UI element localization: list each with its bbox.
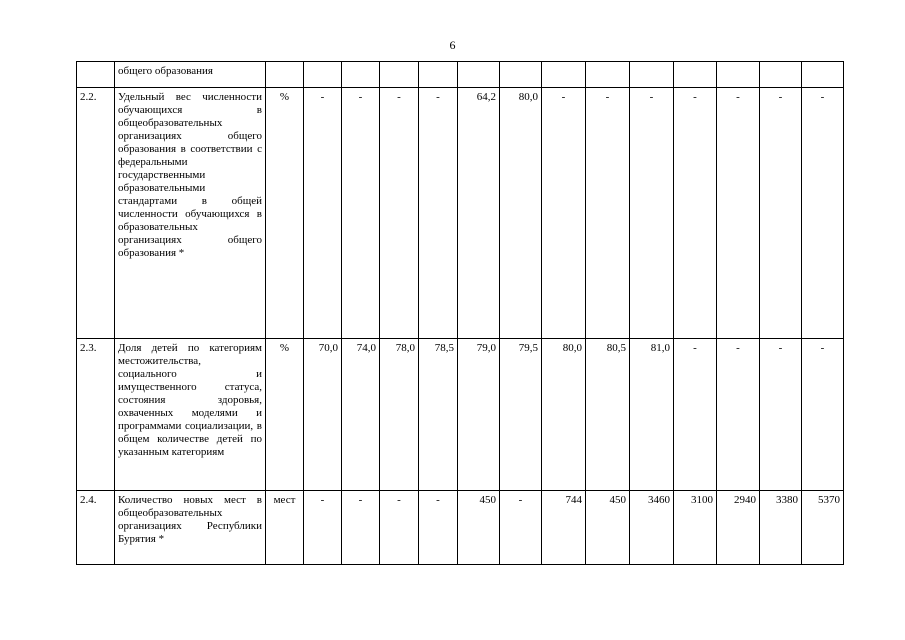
- value-cell: -: [500, 491, 542, 565]
- value-cell: 79,0: [458, 339, 500, 491]
- value-cell: -: [717, 88, 760, 339]
- value-cell: [500, 62, 542, 88]
- value-cell: 74,0: [342, 339, 380, 491]
- indicator-name-cell: Доля детей по категориям местожительства, социального и имущественного статуса, состояния здоровья, охваченных моделями и программами социализации, в общем количестве детей по указанным категориям: [115, 339, 266, 491]
- indicator-name-cell: общего образования: [115, 62, 266, 88]
- value-cell: -: [380, 491, 419, 565]
- value-cell: -: [717, 339, 760, 491]
- value-cell: [586, 62, 630, 88]
- value-cell: -: [802, 339, 844, 491]
- table-row: [77, 62, 844, 88]
- indicator-name-cell: Количество новых мест в общеобразовательных организациях Республики Бурятия *: [115, 491, 266, 565]
- table-row: [77, 491, 844, 565]
- value-cell: 79,5: [500, 339, 542, 491]
- unit-cell: мест: [266, 491, 304, 565]
- value-cell: -: [760, 88, 802, 339]
- value-cell: -: [586, 88, 630, 339]
- value-cell: 80,0: [542, 339, 586, 491]
- value-cell: 80,5: [586, 339, 630, 491]
- value-cell: -: [419, 491, 458, 565]
- value-cell: 744: [542, 491, 586, 565]
- value-cell: -: [674, 88, 717, 339]
- value-cell: [674, 62, 717, 88]
- value-cell: [630, 62, 674, 88]
- table-row: [77, 88, 844, 339]
- value-cell: -: [802, 88, 844, 339]
- row-number-cell: 2.2.: [77, 88, 115, 339]
- value-cell: -: [342, 491, 380, 565]
- value-cell: -: [304, 88, 342, 339]
- value-cell: 80,0: [500, 88, 542, 339]
- value-cell: 81,0: [630, 339, 674, 491]
- table-row: [77, 339, 844, 491]
- value-cell: [760, 62, 802, 88]
- value-cell: -: [304, 491, 342, 565]
- row-number-cell: 2.3.: [77, 339, 115, 491]
- page-number: 6: [449, 38, 456, 52]
- unit-cell: %: [266, 339, 304, 491]
- value-cell: -: [342, 88, 380, 339]
- value-cell: 5370: [802, 491, 844, 565]
- value-cell: [380, 62, 419, 88]
- value-cell: 450: [586, 491, 630, 565]
- value-cell: [419, 62, 458, 88]
- value-cell: -: [674, 339, 717, 491]
- unit-cell: %: [266, 88, 304, 339]
- value-cell: [542, 62, 586, 88]
- value-cell: 3100: [674, 491, 717, 565]
- value-cell: -: [542, 88, 586, 339]
- unit-cell: [266, 62, 304, 88]
- value-cell: [342, 62, 380, 88]
- value-cell: 64,2: [458, 88, 500, 339]
- value-cell: -: [380, 88, 419, 339]
- value-cell: -: [630, 88, 674, 339]
- row-number-cell: 2.4.: [77, 491, 115, 565]
- value-cell: 78,5: [419, 339, 458, 491]
- value-cell: 2940: [717, 491, 760, 565]
- value-cell: 3380: [760, 491, 802, 565]
- row-number-cell: [77, 62, 115, 88]
- value-cell: [802, 62, 844, 88]
- value-cell: [304, 62, 342, 88]
- value-cell: [458, 62, 500, 88]
- value-cell: 3460: [630, 491, 674, 565]
- value-cell: [717, 62, 760, 88]
- value-cell: 70,0: [304, 339, 342, 491]
- value-cell: 450: [458, 491, 500, 565]
- value-cell: 78,0: [380, 339, 419, 491]
- value-cell: -: [760, 339, 802, 491]
- indicator-name-cell: Удельный вес численности обучающихся в общеобразовательных организациях общего образования в соответствии с федеральными государственными образовательными стандартами в общей численности обучающихся в образовательных организациях общего образования *: [115, 88, 266, 339]
- value-cell: -: [419, 88, 458, 339]
- indicators-table: [76, 61, 844, 565]
